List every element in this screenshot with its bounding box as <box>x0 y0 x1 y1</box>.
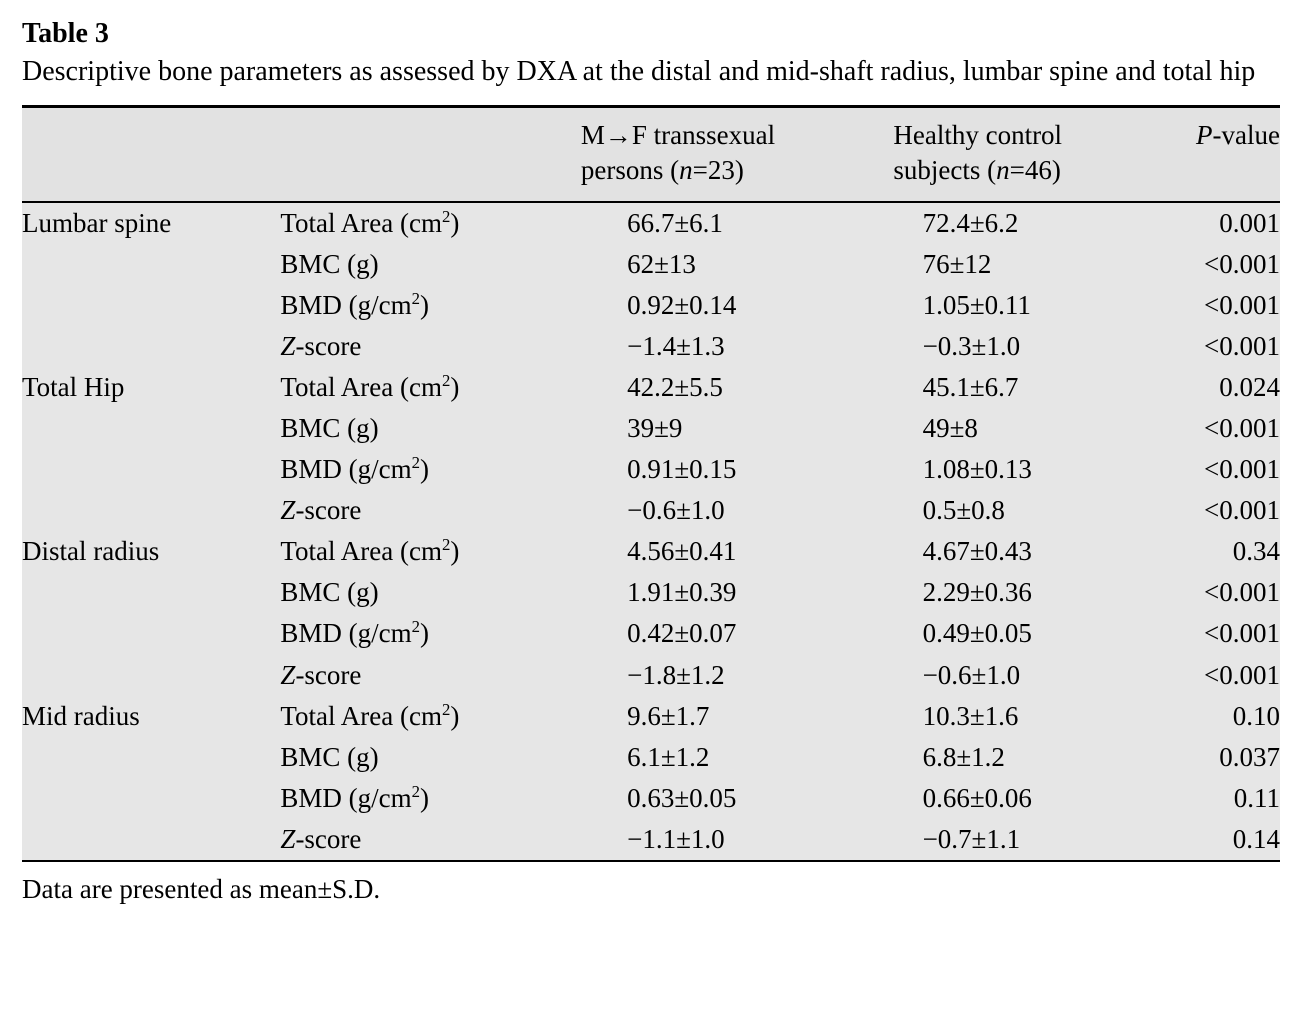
table-row <box>22 490 1280 531</box>
row-value-controls: 0.5±0.8 <box>893 490 1161 531</box>
table-footnote: Data are presented as mean±S.D. <box>22 874 381 905</box>
row-pvalue: <0.001 <box>1162 449 1280 490</box>
row-pvalue: 0.34 <box>1162 531 1280 572</box>
row-value-controls: 2.29±0.36 <box>893 572 1161 613</box>
row-value-transsexual: 42.2±5.5 <box>581 367 893 408</box>
row-value-transsexual: 6.1±1.2 <box>581 737 893 778</box>
row-parameter-label: Total Area $(cm^2)$ <box>280 202 580 244</box>
column-header-pvalue: P-value <box>1162 107 1280 202</box>
row-parameter-label: BMC (g) <box>280 572 580 613</box>
row-pvalue: <0.001 <box>1162 655 1280 696</box>
row-value-transsexual: −1.8±1.2 <box>581 655 893 696</box>
row-value-controls: 49±8 <box>893 408 1161 449</box>
row-value-transsexual: 0.92±0.14 <box>581 285 893 326</box>
row-value-transsexual: 66.7±6.1 <box>581 202 893 244</box>
table-row <box>22 202 1280 244</box>
row-value-controls: 45.1±6.7 <box>893 367 1161 408</box>
row-group-label <box>22 326 280 367</box>
row-group-label <box>22 408 280 449</box>
row-pvalue: 0.024 <box>1162 367 1280 408</box>
row-value-transsexual: 9.6±1.7 <box>581 696 893 737</box>
row-value-transsexual: 0.63±0.05 <box>581 778 893 819</box>
table-row <box>22 778 1280 819</box>
table-row <box>22 367 1280 408</box>
row-group-label <box>22 655 280 696</box>
row-parameter-label: Total Area $(cm^2)$ <box>280 696 580 737</box>
row-parameter-label: BMD $(g/cm^2)$ <box>280 449 580 490</box>
row-value-controls: 76±12 <box>893 244 1161 285</box>
column-header-controls-line2: subjects (n=46) <box>893 155 1061 186</box>
row-parameter-label: BMC (g) <box>280 244 580 285</box>
row-group-label <box>22 613 280 654</box>
table-row <box>22 696 1280 737</box>
table-row <box>22 572 1280 613</box>
row-value-controls: −0.7±1.1 <box>893 819 1161 861</box>
table-row <box>22 285 1280 326</box>
row-parameter-label: Total Area $(cm^2)$ <box>280 531 580 572</box>
table-row <box>22 655 1280 696</box>
row-value-transsexual: 0.91±0.15 <box>581 449 893 490</box>
column-header-controls <box>893 107 1161 202</box>
row-group-label <box>22 778 280 819</box>
row-group-label <box>22 244 280 285</box>
row-pvalue: <0.001 <box>1162 244 1280 285</box>
table-row <box>22 531 1280 572</box>
row-group-label <box>22 572 280 613</box>
header-row <box>22 107 1280 202</box>
row-pvalue: 0.001 <box>1162 202 1280 244</box>
row-group-label: Lumbar spine <box>22 202 280 244</box>
table-body <box>22 202 1280 862</box>
row-value-controls: 1.05±0.11 <box>893 285 1161 326</box>
row-parameter-label: BMC (g) <box>280 737 580 778</box>
row-value-controls: 1.08±0.13 <box>893 449 1161 490</box>
row-value-transsexual: 1.91±0.39 <box>581 572 893 613</box>
row-pvalue: <0.001 <box>1162 572 1280 613</box>
row-group-label <box>22 449 280 490</box>
row-group-label <box>22 285 280 326</box>
row-pvalue: <0.001 <box>1162 408 1280 449</box>
table-row <box>22 326 1280 367</box>
column-header-controls-line1: Healthy control <box>893 120 1063 151</box>
row-group-label <box>22 737 280 778</box>
table-row <box>22 449 1280 490</box>
row-pvalue: 0.11 <box>1162 778 1280 819</box>
table-row <box>22 737 1280 778</box>
table-row <box>22 819 1280 861</box>
row-parameter-label: Z-score <box>280 655 580 696</box>
row-value-controls: 4.67±0.43 <box>893 531 1161 572</box>
row-value-controls: 0.66±0.06 <box>893 778 1161 819</box>
row-value-transsexual: 39±9 <box>581 408 893 449</box>
row-pvalue: 0.10 <box>1162 696 1280 737</box>
row-group-label: Mid radius <box>22 696 280 737</box>
column-header-transsexual-line2: persons (n=23) <box>580 155 744 186</box>
row-pvalue: <0.001 <box>1162 285 1280 326</box>
row-pvalue: <0.001 <box>1162 490 1280 531</box>
column-header-transsexual-line1: M→F transsexual <box>580 120 776 151</box>
row-pvalue: 0.037 <box>1162 737 1280 778</box>
row-value-controls: 10.3±1.6 <box>893 696 1161 737</box>
row-parameter-label: BMD $(g/cm^2)$ <box>280 613 580 654</box>
row-group-label: Distal radius <box>22 531 280 572</box>
row-value-controls: 0.49±0.05 <box>893 613 1161 654</box>
table-label: Table 3 <box>22 18 109 49</box>
row-value-transsexual: 0.42±0.07 <box>581 613 893 654</box>
row-value-transsexual: −0.6±1.0 <box>581 490 893 531</box>
table-caption: Descriptive bone parameters as assessed by DXA at the distal and mid-shaft radius, lumbar spine and total hip <box>22 56 1256 87</box>
row-group-label <box>22 490 280 531</box>
bone-parameters-table <box>22 105 1280 862</box>
row-pvalue: <0.001 <box>1162 613 1280 654</box>
table-row <box>22 613 1280 654</box>
row-parameter-label: BMD $(g/cm^2)$ <box>280 285 580 326</box>
row-value-transsexual: 62±13 <box>581 244 893 285</box>
row-value-controls: −0.6±1.0 <box>893 655 1161 696</box>
table-row <box>22 244 1280 285</box>
table-header <box>22 107 1280 202</box>
column-header-parameter <box>280 107 580 202</box>
column-header-transsexual <box>581 107 893 202</box>
row-value-transsexual: 4.56±0.41 <box>581 531 893 572</box>
row-group-label <box>22 819 280 861</box>
table-row <box>22 408 1280 449</box>
row-parameter-label: Z-score <box>280 490 580 531</box>
row-value-transsexual: −1.4±1.3 <box>581 326 893 367</box>
row-value-transsexual: −1.1±1.0 <box>581 819 893 861</box>
row-group-label: Total Hip <box>22 367 280 408</box>
row-parameter-label: BMC (g) <box>280 408 580 449</box>
row-value-controls: −0.3±1.0 <box>893 326 1161 367</box>
row-value-controls: 6.8±1.2 <box>893 737 1161 778</box>
row-parameter-label: Z-score <box>280 819 580 861</box>
row-parameter-label: Z-score <box>280 326 580 367</box>
row-parameter-label: BMD $(g/cm^2)$ <box>280 778 580 819</box>
row-pvalue: 0.14 <box>1162 819 1280 861</box>
row-pvalue: <0.001 <box>1162 326 1280 367</box>
column-header-group <box>22 107 280 202</box>
row-parameter-label: Total Area $(cm^2)$ <box>280 367 580 408</box>
row-value-controls: 72.4±6.2 <box>893 202 1161 244</box>
